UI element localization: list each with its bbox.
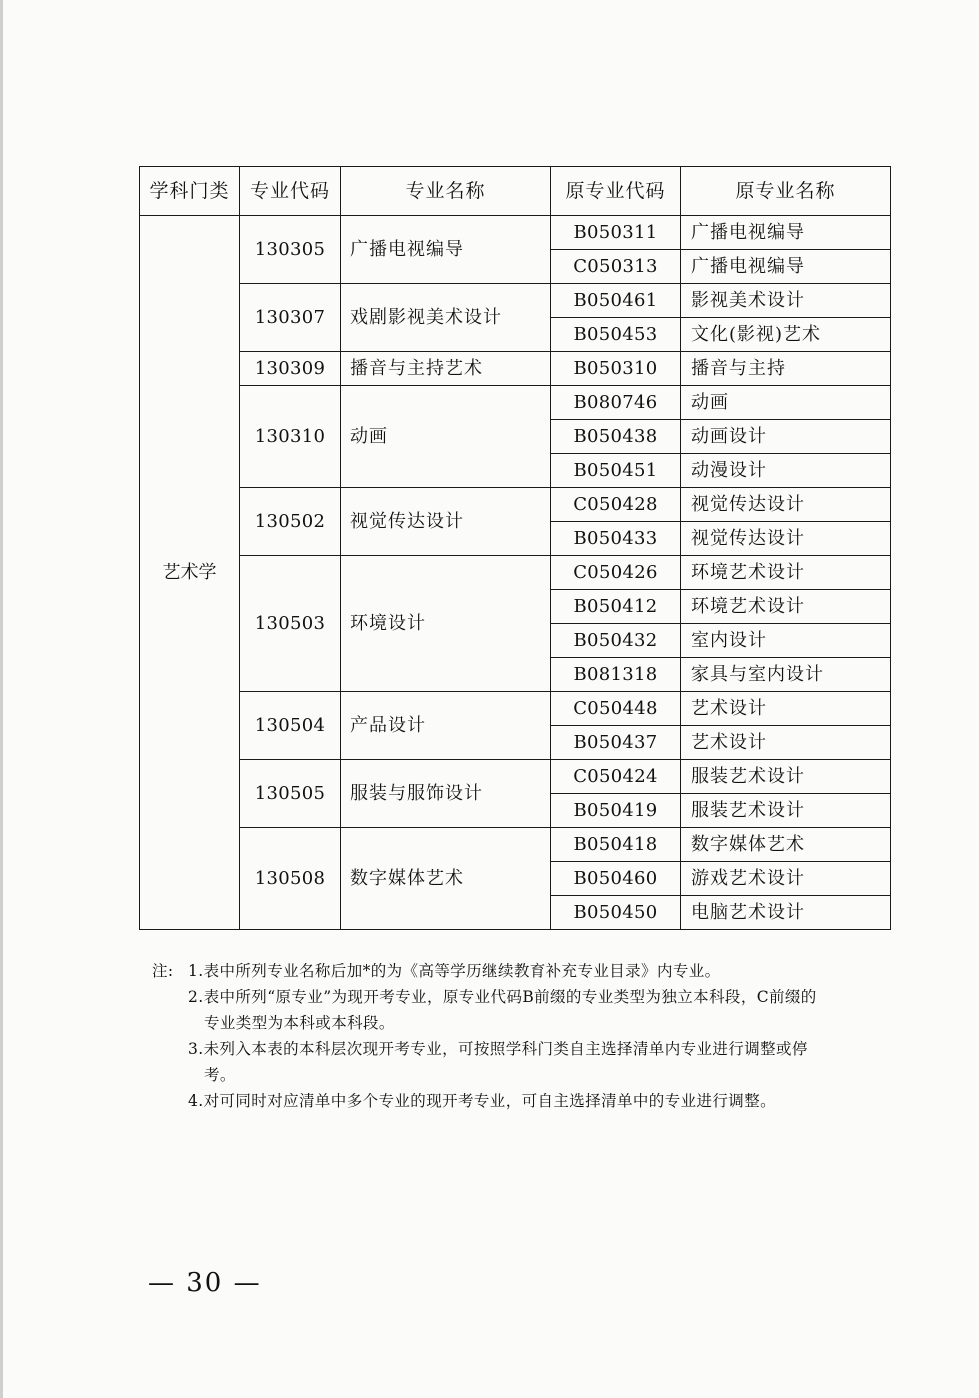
table-row <box>140 352 891 386</box>
notes-label: 注: <box>152 962 174 980</box>
table-header-row <box>140 167 891 216</box>
original-code-cell: B050438 <box>551 420 681 454</box>
table-row <box>140 284 891 318</box>
original-name-cell: 视觉传达设计 <box>681 488 891 522</box>
scan-edge <box>0 0 3 1398</box>
original-name-cell: 播音与主持 <box>681 352 891 386</box>
table-row <box>140 488 891 522</box>
note-item <box>152 1036 877 1062</box>
note-text: 3.未列入本表的本科层次现开考专业，可按照学科门类自主选择清单内专业进行调整或停 <box>188 1040 808 1058</box>
table-body <box>140 216 891 930</box>
major-name-cell: 数字媒体艺术 <box>341 828 551 930</box>
original-code-cell: B050418 <box>551 828 681 862</box>
table-row <box>140 556 891 590</box>
original-name-cell: 视觉传达设计 <box>681 522 891 556</box>
header-category: 学科门类 <box>140 167 240 216</box>
original-code-cell: B050450 <box>551 896 681 930</box>
original-code-cell: B081318 <box>551 658 681 692</box>
original-code-cell: B050437 <box>551 726 681 760</box>
major-code-cell: 130503 <box>240 556 341 692</box>
original-code-cell: B050433 <box>551 522 681 556</box>
original-name-cell: 广播电视编导 <box>681 216 891 250</box>
note-text: 专业类型为本科或本科段。 <box>204 1014 395 1032</box>
note-item <box>152 1010 877 1036</box>
original-code-cell: B050451 <box>551 454 681 488</box>
original-name-cell: 动画设计 <box>681 420 891 454</box>
major-code-cell: 130508 <box>240 828 341 930</box>
major-name-cell: 戏剧影视美术设计 <box>341 284 551 352</box>
major-code-cell: 130309 <box>240 352 341 386</box>
table-row <box>140 216 891 250</box>
major-code-cell: 130504 <box>240 692 341 760</box>
original-code-cell: B080746 <box>551 386 681 420</box>
original-name-cell: 游戏艺术设计 <box>681 862 891 896</box>
original-name-cell: 艺术设计 <box>681 692 891 726</box>
note-item <box>152 1088 877 1114</box>
original-name-cell: 服装艺术设计 <box>681 760 891 794</box>
note-text: 考。 <box>204 1066 236 1084</box>
major-code-cell: 130305 <box>240 216 341 284</box>
major-name-cell: 服装与服饰设计 <box>341 760 551 828</box>
major-name-cell: 广播电视编导 <box>341 216 551 284</box>
note-item <box>152 984 877 1010</box>
original-code-cell: C050448 <box>551 692 681 726</box>
original-code-cell: B050461 <box>551 284 681 318</box>
original-name-cell: 动漫设计 <box>681 454 891 488</box>
original-name-cell: 动画 <box>681 386 891 420</box>
header-original-name: 原专业名称 <box>681 167 891 216</box>
page-number: — 30 — <box>148 1268 262 1298</box>
major-name-cell: 环境设计 <box>341 556 551 692</box>
original-code-cell: C050428 <box>551 488 681 522</box>
original-code-cell: C050313 <box>551 250 681 284</box>
major-code-cell: 130502 <box>240 488 341 556</box>
original-name-cell: 艺术设计 <box>681 726 891 760</box>
original-name-cell: 电脑艺术设计 <box>681 896 891 930</box>
original-code-cell: C050424 <box>551 760 681 794</box>
original-code-cell: B050460 <box>551 862 681 896</box>
original-code-cell: B050419 <box>551 794 681 828</box>
original-name-cell: 文化(影视)艺术 <box>681 318 891 352</box>
original-name-cell: 广播电视编导 <box>681 250 891 284</box>
header-major-name: 专业名称 <box>341 167 551 216</box>
category-cell: 艺术学 <box>140 216 240 930</box>
major-name-cell: 播音与主持艺术 <box>341 352 551 386</box>
original-name-cell: 环境艺术设计 <box>681 590 891 624</box>
table-row <box>140 760 891 794</box>
major-code-cell: 130505 <box>240 760 341 828</box>
original-name-cell: 服装艺术设计 <box>681 794 891 828</box>
header-major-code: 专业代码 <box>240 167 341 216</box>
original-code-cell: B050412 <box>551 590 681 624</box>
note-item <box>152 1062 877 1088</box>
major-name-cell: 动画 <box>341 386 551 488</box>
original-name-cell: 环境艺术设计 <box>681 556 891 590</box>
note-text: 2.表中所列“原专业”为现开考专业，原专业代码B前缀的专业类型为独立本科段，C前缀的 <box>188 988 817 1006</box>
table-row <box>140 828 891 862</box>
major-mapping-table <box>139 166 891 930</box>
notes-section <box>152 958 877 1114</box>
note-item <box>152 958 877 984</box>
major-name-cell: 视觉传达设计 <box>341 488 551 556</box>
note-text: 4.对可同时对应清单中多个专业的现开考专业，可自主选择清单中的专业进行调整。 <box>188 1092 776 1110</box>
original-code-cell: B050311 <box>551 216 681 250</box>
note-text: 1.表中所列专业名称后加*的为《高等学历继续教育补充专业目录》内专业。 <box>188 962 721 980</box>
major-code-cell: 130307 <box>240 284 341 352</box>
header-original-code: 原专业代码 <box>551 167 681 216</box>
major-name-cell: 产品设计 <box>341 692 551 760</box>
original-name-cell: 影视美术设计 <box>681 284 891 318</box>
major-code-cell: 130310 <box>240 386 341 488</box>
original-name-cell: 家具与室内设计 <box>681 658 891 692</box>
table-row <box>140 692 891 726</box>
original-code-cell: B050453 <box>551 318 681 352</box>
original-code-cell: C050426 <box>551 556 681 590</box>
table-row <box>140 386 891 420</box>
original-code-cell: B050432 <box>551 624 681 658</box>
original-code-cell: B050310 <box>551 352 681 386</box>
original-name-cell: 室内设计 <box>681 624 891 658</box>
original-name-cell: 数字媒体艺术 <box>681 828 891 862</box>
